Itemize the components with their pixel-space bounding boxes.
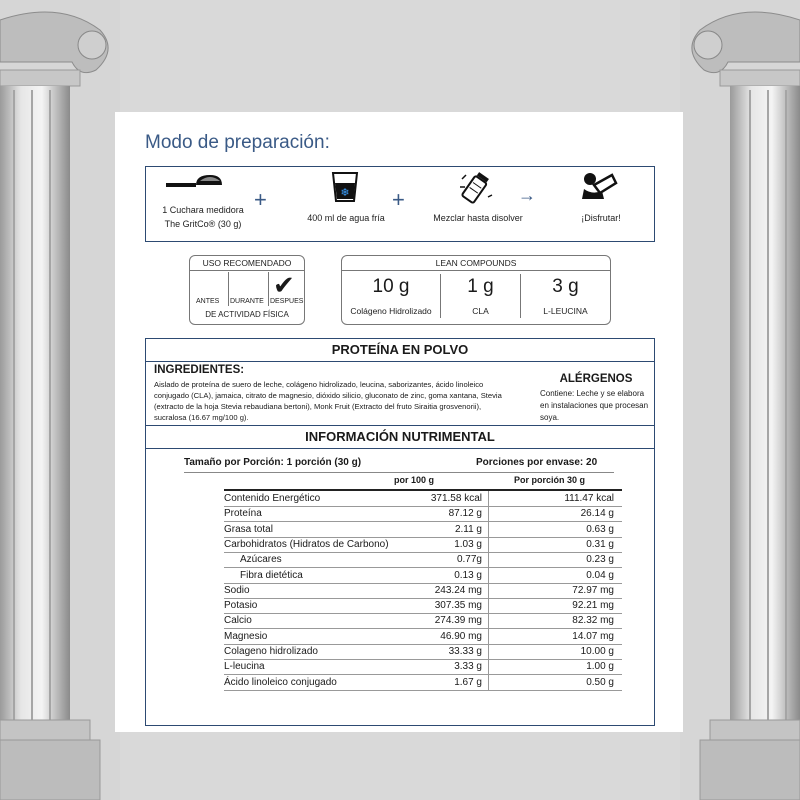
nutrient-name: Magnesio xyxy=(224,630,268,642)
recommended-use-footer: DE ACTIVIDAD FÍSICA xyxy=(205,310,289,319)
check-icon: ✔ xyxy=(273,270,295,300)
allergens-title: ALÉRGENOS xyxy=(559,373,633,385)
lean-compounds-box xyxy=(341,255,611,325)
table-row xyxy=(224,537,622,553)
allergens-text: Contiene: Leche y se elabora en instalaciones que procesan soya. xyxy=(540,389,649,422)
table-row xyxy=(224,491,622,507)
step-2-label: 400 ml de agua fría xyxy=(307,213,385,223)
table-row xyxy=(224,675,622,691)
value-per-serving: 0.50 g xyxy=(586,676,614,688)
marble-column-right xyxy=(680,0,800,800)
value-per-serving: 0.23 g xyxy=(586,554,614,566)
table-row xyxy=(224,552,622,568)
nutrient-name: L-leucina xyxy=(224,661,265,673)
table-row xyxy=(224,522,622,538)
nutrient-name: Contenido Energético xyxy=(224,493,321,504)
preparation-title: Modo de preparación: xyxy=(145,132,330,153)
enjoy-icon xyxy=(578,169,618,205)
value-per-serving: 0.31 g xyxy=(586,538,614,550)
label-card xyxy=(115,112,683,732)
value-per-serving: 72.97 mg xyxy=(572,584,614,596)
table-row xyxy=(224,506,622,522)
water-glass-icon xyxy=(330,171,360,203)
lean-label-cla: CLA xyxy=(472,306,489,316)
nutrient-name: Colageno hidrolizado xyxy=(224,646,318,657)
value-per-serving: 0.63 g xyxy=(586,523,614,535)
value-per-100g: 3.33 g xyxy=(454,661,482,673)
table-row xyxy=(224,659,622,675)
ingredients-text: Aislado de proteína de suero de leche, colágeno hidrolizado, leucina, saborizantes, ácido linoleico conjugado (CLA), jamaica, citrato de magnesio, dióxido silicio, gluconato de zinc, goma xantana, Stevia (extracto de la hoja Stevia rebaudiana bertoni), Monk Fruit (Extracto del fruto Siraitia grosvenorii), sucralosa (16.67 mg/100 g). xyxy=(154,380,502,422)
arrow-operator: → xyxy=(518,185,536,205)
table-row xyxy=(224,598,622,614)
value-per-100g: 0.77g xyxy=(456,554,482,566)
nutrient-name: Potasio xyxy=(224,600,258,612)
nutrient-name: Carbohidratos (Hidratos de Carbono) xyxy=(224,538,389,550)
value-per-serving: 1.00 g xyxy=(586,661,614,673)
lean-label-collagen: Colágeno Hidrolizado xyxy=(350,306,432,316)
option-before: ANTES xyxy=(196,298,220,305)
table-row xyxy=(224,613,622,629)
value-per-serving: 111.47 kcal xyxy=(564,493,614,504)
value-per-100g: 243.24 mg xyxy=(434,584,482,596)
step-1-line1: 1 Cuchara medidora xyxy=(162,205,244,215)
product-title: PROTEÍNA EN POLVO xyxy=(146,339,654,362)
option-during: DURANTE xyxy=(230,298,264,305)
scoop-icon xyxy=(164,173,224,197)
value-per-100g: 307.35 mg xyxy=(434,600,482,612)
marble-column-left xyxy=(0,0,120,800)
table-row xyxy=(224,568,622,584)
value-per-100g: 33.33 g xyxy=(448,646,482,657)
step-3-label: Mezclar hasta disolver xyxy=(433,213,523,223)
value-per-100g: 371.58 kcal xyxy=(430,493,482,504)
lean-compounds-header: LEAN COMPOUNDS xyxy=(342,256,610,271)
serving-size: Tamaño por Porción: 1 porción (30 g) xyxy=(184,457,362,468)
column-per-100g: por 100 g xyxy=(394,475,435,485)
value-per-100g: 274.39 mg xyxy=(434,615,482,627)
plus-operator: + xyxy=(254,187,267,212)
value-per-serving: 92.21 mg xyxy=(572,600,614,612)
nutrient-name: Calcio xyxy=(224,615,252,627)
preparation-steps-box xyxy=(145,166,655,242)
value-per-serving: 10.00 g xyxy=(580,646,614,657)
table-row xyxy=(224,629,622,645)
nutrient-name: Sodio xyxy=(224,584,250,596)
ingredients-title: INGREDIENTES: xyxy=(154,364,245,376)
lean-label-leucine: L-LEUCINA xyxy=(543,306,588,316)
product-info-box xyxy=(145,338,655,726)
table-row xyxy=(224,644,622,660)
value-per-serving: 82.32 mg xyxy=(572,615,614,627)
value-per-100g: 87.12 g xyxy=(448,508,482,520)
option-after: DESPUES xyxy=(270,298,304,305)
value-per-100g: 46.90 mg xyxy=(440,630,482,642)
nutrient-name: Fibra dietética xyxy=(240,569,303,581)
nutrient-name: Grasa total xyxy=(224,523,273,535)
value-per-serving: 14.07 mg xyxy=(572,630,614,642)
value-per-100g: 1.67 g xyxy=(454,676,482,688)
nutrient-name: Azúcares xyxy=(240,554,282,566)
recommended-use-header: USO RECOMENDADO xyxy=(190,256,304,271)
nutrition-title: INFORMACIÓN NUTRIMENTAL xyxy=(146,425,654,449)
servings-per-container: Porciones por envase: 20 xyxy=(476,457,598,468)
value-per-100g: 1.03 g xyxy=(454,538,482,550)
column-per-serving: Por porción 30 g xyxy=(514,475,586,485)
step-4-label: ¡Disfrutar! xyxy=(581,213,621,223)
nutrient-name: Ácido linoleico conjugado xyxy=(224,676,337,688)
allergens-box xyxy=(540,373,652,424)
lean-value-leucine: 3 g xyxy=(552,276,579,297)
shaker-icon xyxy=(458,169,494,205)
value-per-serving: 0.04 g xyxy=(586,569,614,581)
svg-text:❄: ❄ xyxy=(340,187,350,199)
lean-value-collagen: 10 g xyxy=(372,276,410,297)
plus-operator: + xyxy=(392,187,405,212)
lean-value-cla: 1 g xyxy=(467,276,494,297)
recommended-use-box xyxy=(189,255,305,325)
value-per-serving: 26.14 g xyxy=(580,508,614,520)
value-per-100g: 0.13 g xyxy=(454,569,482,581)
nutrient-name: Proteína xyxy=(224,508,262,520)
step-1-line2: The GritCo® (30 g) xyxy=(164,219,242,229)
table-row xyxy=(224,583,622,599)
value-per-100g: 2.11 g xyxy=(454,523,482,535)
